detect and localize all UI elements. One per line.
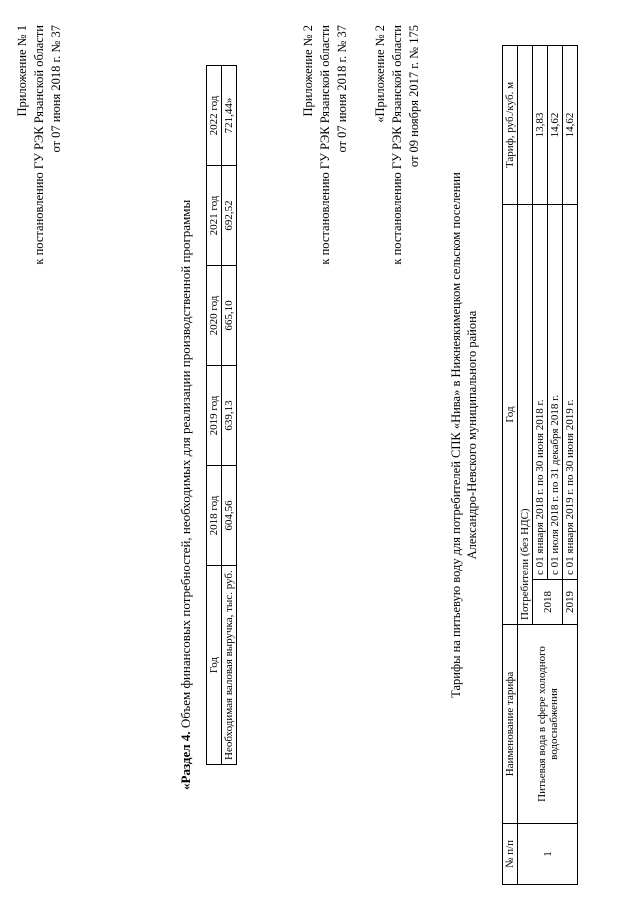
- fin-header-2021: 2021 год: [207, 166, 222, 266]
- fin-header-2018: 2018 год: [207, 466, 222, 566]
- tariff-period: с 01 июля 2018 г. по 31 декабря 2018 г.: [548, 205, 563, 580]
- fin-header-2020: 2020 год: [207, 266, 222, 366]
- fin-header-2022: 2022 год: [207, 66, 222, 166]
- tariff-header-year: Год: [503, 205, 518, 625]
- appendix-2-line1: Приложение № 2: [301, 25, 315, 117]
- appendix-2-line2: к постановлению ГУ РЭК Рязанской области: [318, 25, 332, 265]
- tariff-header-name: Наименование тарифа: [503, 625, 518, 824]
- section-4-title: [178, 10, 194, 790]
- fin-value-2020: 665,10: [222, 266, 237, 366]
- tariff-value: 14,62: [548, 46, 563, 205]
- appendix-2-old-line2: к постановлению ГУ РЭК Рязанской области: [390, 25, 404, 265]
- tariff-year-2019: 2019: [563, 580, 578, 625]
- fin-value-2019: 639,13: [222, 366, 237, 466]
- fin-header-year: Год: [207, 566, 222, 765]
- fin-header-2019: 2019 год: [207, 366, 222, 466]
- section-4-label: «Раздел 4.: [178, 731, 193, 790]
- section-4-text: Объем финансовых потребностей, необходимых для реализации производственной программы: [178, 199, 193, 729]
- tariff-title-line2: Александро-Невского муниципального района: [465, 310, 479, 560]
- fin-value-2021: 692,52: [222, 166, 237, 266]
- appendix-2-line3: от 07 июня 2018 г. № 37: [335, 25, 349, 153]
- financial-needs-table: [206, 65, 237, 765]
- appendix-2-old-header: [372, 25, 423, 505]
- fin-row-label: Необходимая валовая выручка, тыс. руб.: [222, 566, 237, 765]
- tariff-row-num: 1: [518, 824, 578, 885]
- tariff-header-value: Тариф, руб./куб. м: [503, 46, 518, 205]
- tariff-period: с 01 января 2019 г. по 30 июня 2019 г.: [563, 205, 578, 580]
- fin-value-2022: 721,44»: [222, 66, 237, 166]
- tariff-table: [502, 45, 578, 885]
- appendix-1-header: [14, 25, 65, 505]
- tariff-title-line1: Тарифы на питьевую воду для потребителей СПК «Нива» в Нижнеякимецком сельском поселении: [449, 172, 463, 698]
- tariff-value: 13,83: [533, 46, 548, 205]
- tariff-row-name: Питьевая вода в сфере холодного водоснабжения: [518, 625, 578, 824]
- appendix-2-old-line1: «Приложение № 2: [373, 25, 387, 123]
- tariff-group-label: Потребители (без НДС): [518, 205, 533, 625]
- appendix-1-line2: к постановлению ГУ РЭК Рязанской области: [32, 25, 46, 265]
- tariff-title: [448, 25, 480, 845]
- tariff-group-empty: [518, 46, 533, 205]
- appendix-2-header: [300, 25, 351, 505]
- tariff-period: с 01 января 2018 г. по 30 июня 2018 г.: [533, 205, 548, 580]
- appendix-1-line1: Приложение № 1: [15, 25, 29, 117]
- appendix-1-line3: от 07 июня 2018 г. № 37: [49, 25, 63, 153]
- tariff-header-num: № п/п: [503, 824, 518, 885]
- fin-value-2018: 604,56: [222, 466, 237, 566]
- tariff-value: 14,62: [563, 46, 578, 205]
- appendix-2-old-line3: от 09 ноября 2017 г. № 175: [407, 25, 421, 168]
- tariff-year-2018: 2018: [533, 580, 563, 625]
